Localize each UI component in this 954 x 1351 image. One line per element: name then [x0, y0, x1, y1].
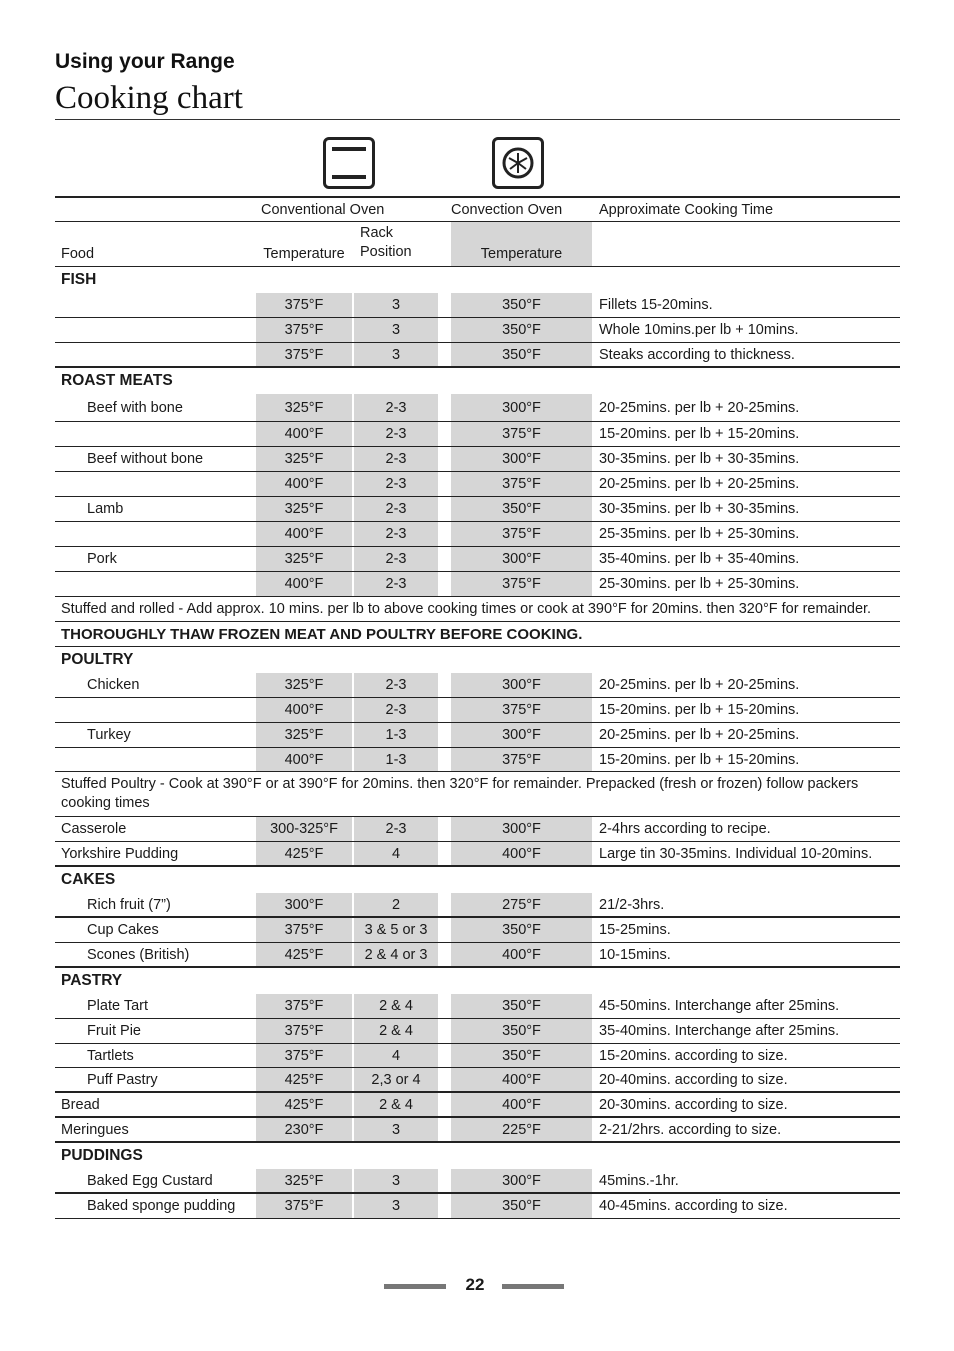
- convection-temp-cell: 300°F: [451, 394, 592, 421]
- food-cell: Casserole: [61, 821, 127, 837]
- convection-temp-cell: 300°F: [451, 547, 592, 571]
- convection-temp-cell: 400°F: [451, 1068, 592, 1091]
- food-cell: [87, 748, 282, 771]
- table-row: [55, 394, 900, 422]
- cooking-time-header: Approximate Cooking Time: [599, 201, 774, 218]
- convection-temp-cell: 375°F: [451, 522, 592, 546]
- rack-position-cell: 2-3: [354, 497, 438, 521]
- convection-temp-cell: 300°F: [451, 723, 592, 747]
- conventional-temp-cell: 400°F: [256, 748, 352, 771]
- category-label: CAKES: [61, 871, 116, 888]
- rack-position-cell: 3: [354, 1169, 438, 1192]
- convection-fan-icon: [492, 137, 544, 189]
- rack-position-cell: 2 & 4: [354, 1093, 438, 1116]
- section-label: Using your Range: [55, 50, 235, 73]
- conventional-temp-cell: 400°F: [256, 698, 352, 722]
- table-row: [55, 698, 900, 723]
- note-text: THOROUGHLY THAW FROZEN MEAT AND POULTRY BEFORE COOKING.: [61, 625, 583, 643]
- category-row: [55, 867, 900, 893]
- conventional-temp-cell: 375°F: [256, 994, 352, 1018]
- food-cell: [61, 293, 256, 317]
- conventional-temp-cell: 230°F: [256, 1118, 352, 1141]
- table-row: [55, 817, 900, 842]
- food-cell: Meringues: [61, 1121, 129, 1138]
- conventional-temp-cell: 400°F: [256, 422, 352, 446]
- note-text: Stuffed Poultry - Cook at 390°F or at 390°F for 20mins. then 320°F for remainder. Prepacked (fresh or frozen) follow packers cooking times: [61, 776, 859, 811]
- table-row: [55, 547, 900, 572]
- note-row: [55, 597, 900, 622]
- convection-temp-cell: 350°F: [451, 1194, 592, 1218]
- note-text: Stuffed and rolled - Add approx. 10 mins. per lb to above cooking times or cook at 390°F for 20mins. then 320°F for remainder.: [61, 600, 872, 617]
- food-cell: Scones (British): [87, 946, 190, 963]
- table-row: [55, 343, 900, 368]
- conventional-temp-cell: 375°F: [256, 1044, 352, 1067]
- convection-temp-cell: 375°F: [451, 422, 592, 446]
- table-row: [55, 1194, 900, 1219]
- convection-temp-cell: 350°F: [451, 1044, 592, 1067]
- conventional-temp-cell: 400°F: [256, 522, 352, 546]
- cooking-time-cell: 35-40mins. per lb + 35-40mins.: [599, 551, 800, 567]
- rack-position-cell: 2-3: [354, 394, 438, 421]
- table-row: [55, 673, 900, 698]
- table-row: [55, 472, 900, 497]
- cooking-time-cell: 2-21/2hrs. according to size.: [599, 1121, 782, 1138]
- page-title: Cooking chart: [55, 80, 243, 116]
- convection-temp-cell: 375°F: [451, 698, 592, 722]
- food-cell: [87, 472, 282, 496]
- conventional-temp-cell: 325°F: [256, 497, 352, 521]
- conventional-temp-cell: 300-325°F: [256, 817, 352, 841]
- page-footer: [384, 1272, 566, 1298]
- rack-position-cell: 3: [354, 1194, 438, 1218]
- rack-header-line1: Rack: [360, 225, 394, 241]
- food-cell: Puff Pastry: [87, 1071, 158, 1088]
- food-cell: Beef with bone: [87, 399, 183, 416]
- conventional-temp-cell: 375°F: [256, 918, 352, 942]
- cooking-time-cell: 20-25mins. per lb + 20-25mins.: [599, 727, 800, 743]
- conventional-temp-cell: 375°F: [256, 1194, 352, 1218]
- note-row: [55, 772, 900, 817]
- convection-temp-cell: 350°F: [451, 497, 592, 521]
- rack-position-cell: 2-3: [354, 422, 438, 446]
- category-row: [55, 647, 900, 673]
- rack-position-cell: 2-3: [354, 572, 438, 596]
- rack-position-cell: 2-3: [354, 698, 438, 722]
- convection-temp-cell: 350°F: [451, 918, 592, 942]
- food-cell: Yorkshire Pudding: [61, 845, 179, 862]
- cooking-chart-table: [55, 196, 900, 1219]
- rack-position-cell: 3: [354, 343, 438, 366]
- food-cell: [61, 318, 256, 342]
- rack-position-cell: 2-3: [354, 547, 438, 571]
- rack-position-header: [360, 222, 444, 266]
- food-header: Food: [61, 246, 95, 262]
- food-cell: Bread: [61, 1096, 100, 1113]
- conventional-temp-cell: 375°F: [256, 343, 352, 366]
- food-cell: Rich fruit (7”): [87, 896, 171, 913]
- table-row: [55, 723, 900, 748]
- convection-temp-cell: 300°F: [451, 817, 592, 841]
- conventional-temp-cell: 400°F: [256, 472, 352, 496]
- conventional-temp-cell: 375°F: [256, 318, 352, 342]
- rack-position-cell: 3: [354, 293, 438, 317]
- food-cell: Pork: [87, 551, 117, 567]
- food-cell: [87, 522, 282, 546]
- category-label: ROAST MEATS: [61, 372, 173, 389]
- category-row: [55, 267, 900, 293]
- table-row: [55, 1068, 900, 1093]
- rack-position-cell: 2 & 4: [354, 1019, 438, 1043]
- convection-temp-cell: 400°F: [451, 842, 592, 865]
- category-label: PASTRY: [61, 972, 123, 989]
- rack-position-cell: 4: [354, 1044, 438, 1067]
- convection-temp-cell: 300°F: [451, 1169, 592, 1192]
- cooking-time-cell: 30-35mins. per lb + 30-35mins.: [599, 501, 800, 517]
- table-row: [55, 1019, 900, 1044]
- conventional-temp-cell: 325°F: [256, 394, 352, 421]
- rack-position-cell: 2-3: [354, 673, 438, 697]
- food-cell: Turkey: [87, 727, 131, 743]
- conventional-temp-cell: 325°F: [256, 1169, 352, 1192]
- food-cell: Baked sponge pudding: [87, 1198, 236, 1214]
- food-cell: Baked Egg Custard: [87, 1172, 213, 1189]
- food-cell: Chicken: [87, 677, 140, 693]
- column-group-header: [55, 196, 900, 222]
- convection-temp-cell: 350°F: [451, 318, 592, 342]
- cooking-time-cell: 2-4hrs according to recipe.: [599, 821, 771, 837]
- column-subheader: [55, 222, 900, 267]
- table-row: [55, 1044, 900, 1068]
- rack-position-cell: 2-3: [354, 447, 438, 471]
- convection-temp-cell: 350°F: [451, 293, 592, 317]
- table-row: [55, 572, 900, 597]
- rack-position-cell: 2-3: [354, 817, 438, 841]
- cooking-time-cell: 45mins.-1hr.: [599, 1172, 679, 1189]
- food-cell: [87, 422, 282, 446]
- category-label: POULTRY: [61, 651, 134, 668]
- conventional-temp-cell: 425°F: [256, 842, 352, 865]
- rack-position-cell: 2-3: [354, 472, 438, 496]
- cooking-time-cell: 40-45mins. according to size.: [599, 1198, 788, 1214]
- convection-temperature-header: Temperature: [451, 222, 592, 266]
- table-row: [55, 748, 900, 772]
- category-row: [55, 368, 900, 394]
- conventional-temp-cell: 375°F: [256, 1019, 352, 1043]
- table-row: [55, 1169, 900, 1194]
- convection-temp-cell: 300°F: [451, 673, 592, 697]
- cooking-time-cell: 45-50mins. Interchange after 25mins.: [599, 998, 840, 1014]
- convection-temp-cell: 225°F: [451, 1118, 592, 1141]
- table-row: [55, 994, 900, 1019]
- title-rule: [55, 119, 900, 120]
- food-cell: Tartlets: [87, 1047, 134, 1064]
- cooking-time-cell: 30-35mins. per lb + 30-35mins.: [599, 451, 800, 467]
- table-row: [55, 1118, 900, 1143]
- note-row: [55, 622, 900, 647]
- table-row: [55, 918, 900, 943]
- table-row: [55, 893, 900, 918]
- table-row: [55, 1093, 900, 1118]
- conventional-temp-cell: 325°F: [256, 673, 352, 697]
- cooking-time-cell: 20-40mins. according to size.: [599, 1071, 788, 1088]
- category-label: PUDDINGS: [61, 1147, 143, 1164]
- convection-temp-cell: 350°F: [451, 1019, 592, 1043]
- convection-oven-header: Convection Oven: [451, 201, 563, 218]
- rack-position-cell: 3: [354, 1118, 438, 1141]
- convection-temp-cell: 375°F: [451, 748, 592, 771]
- rack-position-cell: 2: [354, 893, 438, 916]
- table-row: [55, 842, 900, 867]
- food-cell: Lamb: [87, 501, 124, 517]
- rack-position-cell: 4: [354, 842, 438, 865]
- rack-position-cell: 1-3: [354, 748, 438, 771]
- convection-temp-cell: 275°F: [451, 893, 592, 916]
- conventional-temp-cell: 425°F: [256, 943, 352, 966]
- food-cell: Plate Tart: [87, 998, 148, 1014]
- conventional-temp-cell: 375°F: [256, 293, 352, 317]
- category-row: [55, 968, 900, 994]
- table-row: [55, 522, 900, 547]
- cooking-time-cell: 25-30mins. per lb + 25-30mins.: [599, 576, 800, 592]
- cooking-time-cell: 25-35mins. per lb + 25-30mins.: [599, 526, 800, 542]
- cooking-time-cell: 15-20mins. per lb + 15-20mins.: [599, 751, 800, 768]
- convection-temp-cell: 350°F: [451, 343, 592, 366]
- conventional-temp-cell: 325°F: [256, 723, 352, 747]
- convection-temp-cell: 375°F: [451, 572, 592, 596]
- conventional-oven-header: Conventional Oven: [261, 201, 385, 218]
- convection-temp-cell: 300°F: [451, 447, 592, 471]
- food-cell: [61, 343, 256, 366]
- convection-temp-cell: 400°F: [451, 943, 592, 966]
- convection-temp-cell: 375°F: [451, 472, 592, 496]
- cooking-time-cell: 15-20mins. according to size.: [599, 1047, 788, 1064]
- conventional-temp-cell: 400°F: [256, 572, 352, 596]
- table-row: [55, 293, 900, 318]
- cooking-time-cell: 20-25mins. per lb + 20-25mins.: [599, 399, 800, 416]
- table-row: [55, 318, 900, 343]
- rack-position-cell: 2,3 or 4: [354, 1068, 438, 1091]
- food-cell: [87, 698, 282, 722]
- rack-position-cell: 3 & 5 or 3: [354, 918, 438, 942]
- table-row: [55, 497, 900, 522]
- page-number: 22: [465, 1275, 485, 1294]
- category-row: [55, 1143, 900, 1169]
- cooking-time-cell: 10-15mins.: [599, 946, 671, 963]
- rack-position-cell: 2 & 4 or 3: [354, 943, 438, 966]
- food-cell: Beef without bone: [87, 451, 204, 467]
- rack-position-cell: 3: [354, 318, 438, 342]
- convection-temp-cell: 400°F: [451, 1093, 592, 1116]
- cooking-time-cell: 15-20mins. per lb + 15-20mins.: [599, 702, 800, 718]
- conventional-temp-cell: 325°F: [256, 447, 352, 471]
- cooking-time-cell: Fillets 15-20mins.: [599, 297, 713, 313]
- footer-bar-right: [502, 1284, 564, 1289]
- rack-position-cell: 2 & 4: [354, 994, 438, 1018]
- cooking-time-cell: 21/2-3hrs.: [599, 896, 665, 913]
- convection-temp-cell: 350°F: [451, 994, 592, 1018]
- conventional-temp-cell: 325°F: [256, 547, 352, 571]
- table-row: [55, 422, 900, 447]
- rack-position-cell: 2-3: [354, 522, 438, 546]
- table-row: [55, 447, 900, 472]
- temperature-header: Temperature: [256, 222, 352, 266]
- food-cell: Cup Cakes: [87, 922, 159, 938]
- cooking-time-cell: 20-25mins. per lb + 20-25mins.: [599, 677, 800, 693]
- cooking-time-cell: 15-25mins.: [599, 922, 671, 938]
- food-cell: [87, 572, 282, 596]
- conventional-temp-cell: 425°F: [256, 1068, 352, 1091]
- cooking-time-cell: 20-30mins. according to size.: [599, 1096, 788, 1113]
- conventional-temp-cell: 300°F: [256, 893, 352, 916]
- footer-bar-left: [384, 1284, 446, 1289]
- rack-position-cell: 1-3: [354, 723, 438, 747]
- cooking-time-cell: 15-20mins. per lb + 15-20mins.: [599, 426, 800, 442]
- rack-header-line2: Position: [360, 244, 412, 260]
- cooking-time-cell: Whole 10mins.per lb + 10mins.: [599, 322, 799, 338]
- category-label: FISH: [61, 271, 97, 288]
- table-row: [55, 943, 900, 968]
- cooking-time-cell: Steaks according to thickness.: [599, 346, 795, 363]
- cooking-time-cell: 20-25mins. per lb + 20-25mins.: [599, 476, 800, 492]
- cooking-time-cell: 35-40mins. Interchange after 25mins.: [599, 1023, 840, 1039]
- conventional-temp-cell: 425°F: [256, 1093, 352, 1116]
- cooking-time-cell: Large tin 30-35mins. Individual 10-20mins.: [599, 845, 873, 862]
- conventional-oven-icon: [323, 137, 375, 189]
- food-cell: Fruit Pie: [87, 1023, 141, 1039]
